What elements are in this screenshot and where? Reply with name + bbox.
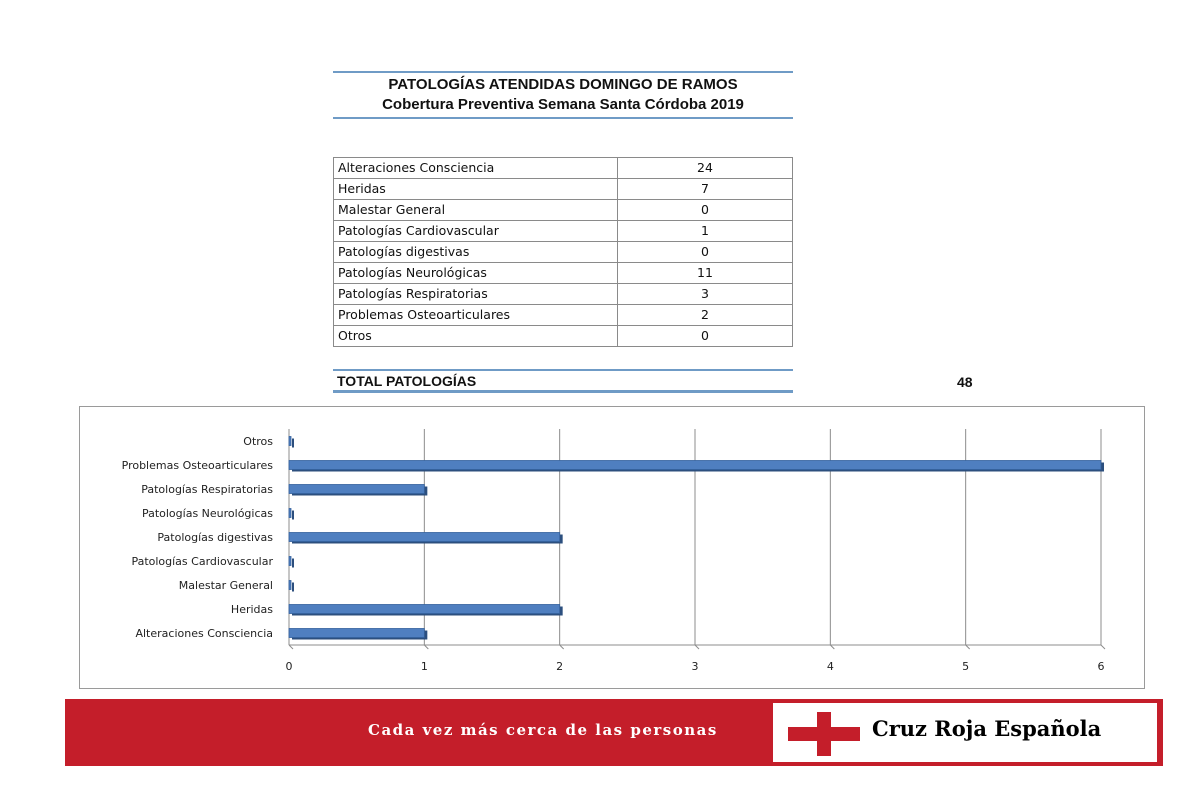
row-value: 0 [618, 200, 793, 221]
brand-name: Cruz Roja Española [872, 716, 1102, 741]
y-category-label: Problemas Osteoarticulares [121, 459, 273, 472]
bar [289, 437, 291, 446]
table-row [334, 284, 793, 305]
bar [289, 485, 424, 494]
table-row [334, 221, 793, 242]
x-tick-label: 0 [285, 660, 293, 673]
table-row [334, 242, 793, 263]
table-row [334, 263, 793, 284]
y-category-label: Malestar General [178, 579, 273, 592]
row-label: Patologías Cardiovascular [334, 221, 618, 242]
pathologies-table [333, 157, 793, 347]
total-value: 48 [957, 374, 973, 390]
y-category-label: Patologías Neurológicas [141, 507, 273, 520]
y-category-label: Alteraciones Consciencia [135, 627, 273, 640]
bar [289, 605, 560, 614]
footer-banner [65, 699, 1163, 766]
gridline-foot [966, 645, 970, 649]
table-row [334, 179, 793, 200]
gridline-foot [560, 645, 564, 649]
bar [289, 557, 291, 566]
bar [289, 629, 424, 638]
x-tick-label: 3 [691, 660, 699, 673]
bar [289, 533, 560, 542]
bar-chart [79, 406, 1145, 689]
x-tick-label: 5 [962, 660, 970, 673]
banner-slogan: Cada vez más cerca de las personas [368, 721, 718, 739]
y-category-label: Patologías digestivas [157, 531, 273, 544]
table-row [334, 158, 793, 179]
row-label: Otros [334, 326, 618, 347]
bar-chart-svg [80, 407, 1146, 690]
row-label: Patologías Neurológicas [334, 263, 618, 284]
bar-shadow [292, 511, 294, 520]
row-value: 1 [618, 221, 793, 242]
y-category-label: Patologías Cardiovascular [131, 555, 273, 568]
row-value: 24 [618, 158, 793, 179]
gridline-foot [1101, 645, 1105, 649]
table-row [334, 200, 793, 221]
report-subtitle: Cobertura Preventiva Semana Santa Córdoba 2019 [382, 96, 744, 113]
row-label: Patologías Respiratorias [334, 284, 618, 305]
row-label: Heridas [334, 179, 618, 200]
row-value: 3 [618, 284, 793, 305]
row-value: 0 [618, 326, 793, 347]
report-title-block [333, 71, 793, 119]
row-label: Malestar General [334, 200, 618, 221]
gridline-foot [830, 645, 834, 649]
red-cross-icon-vertical [817, 712, 831, 756]
bar [289, 509, 291, 518]
y-category-label: Heridas [230, 603, 273, 616]
x-tick-label: 6 [1097, 660, 1105, 673]
row-value: 7 [618, 179, 793, 200]
x-tick-label: 2 [556, 660, 564, 673]
red-cross-logo [773, 703, 1157, 762]
report-title: PATOLOGÍAS ATENDIDAS DOMINGO DE RAMOS [388, 76, 738, 93]
y-category-label: Patologías Respiratorias [141, 483, 273, 496]
gridline-foot [289, 645, 293, 649]
row-value: 11 [618, 263, 793, 284]
bar [289, 581, 291, 590]
row-value: 0 [618, 242, 793, 263]
bar-shadow [292, 583, 294, 592]
x-tick-label: 4 [826, 660, 834, 673]
total-row [333, 369, 973, 393]
table-row [334, 305, 793, 326]
gridline-foot [424, 645, 428, 649]
bar-shadow [292, 439, 294, 448]
row-value: 2 [618, 305, 793, 326]
row-label: Patologías digestivas [334, 242, 618, 263]
total-label: TOTAL PATOLOGÍAS [337, 373, 477, 389]
bar [289, 461, 1101, 470]
x-tick-label: 1 [420, 660, 428, 673]
bar-shadow [292, 559, 294, 568]
row-label: Problemas Osteoarticulares [334, 305, 618, 326]
table-row [334, 326, 793, 347]
gridline-foot [695, 645, 699, 649]
row-label: Alteraciones Consciencia [334, 158, 618, 179]
y-category-label: Otros [243, 435, 273, 448]
